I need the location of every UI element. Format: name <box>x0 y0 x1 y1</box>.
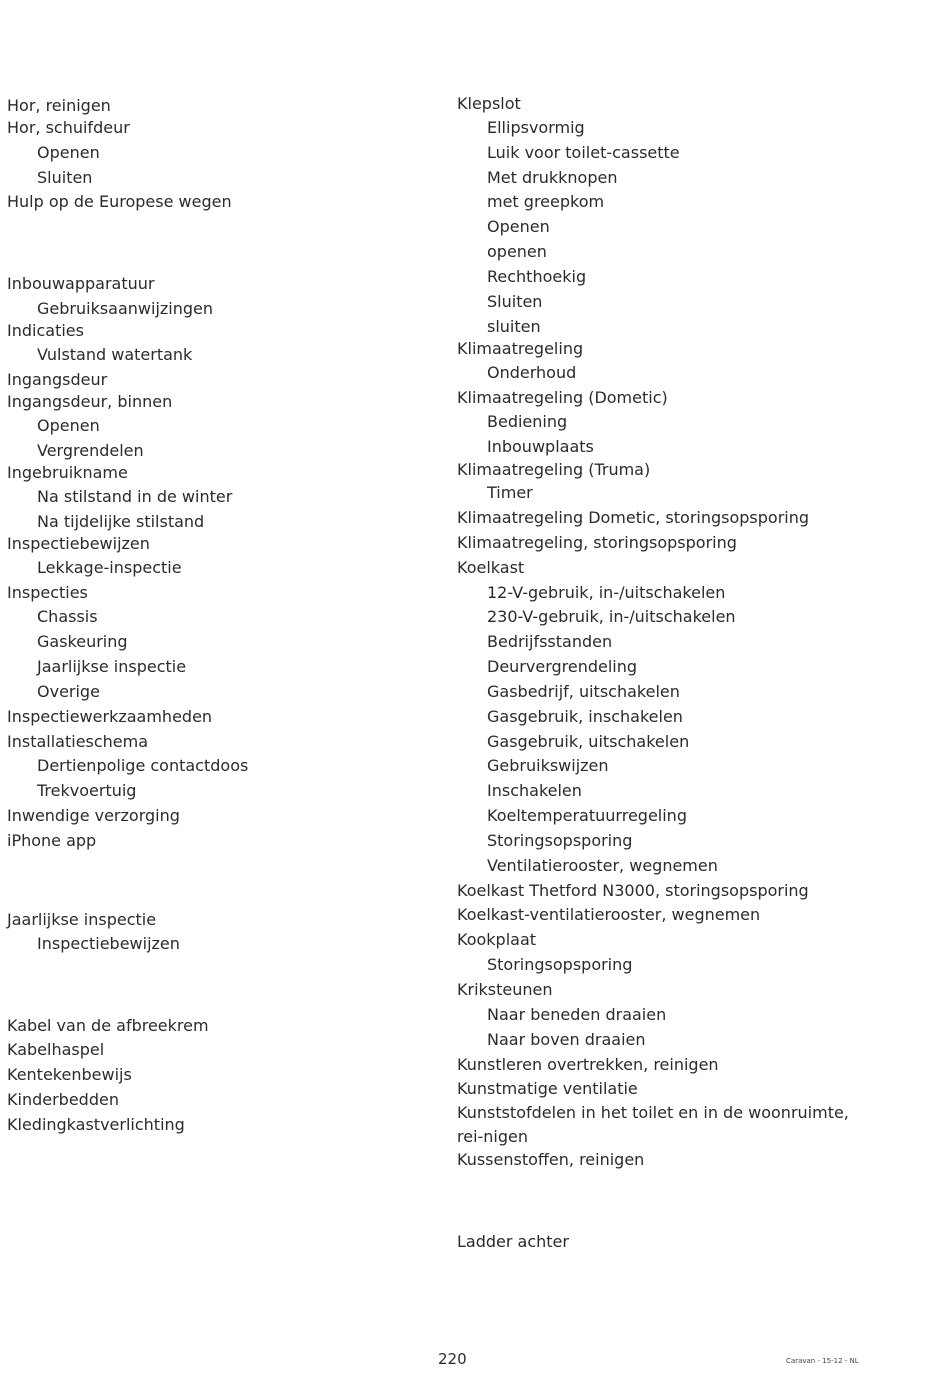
index-entry: Kunstmatige ventilatie <box>457 1079 638 1098</box>
index-entry: Inwendige verzorging <box>7 806 180 825</box>
index-subentry: Vulstand watertank <box>37 345 193 364</box>
index-entry: iPhone app <box>7 831 97 850</box>
index-entry: Klimaatregeling <box>457 339 584 358</box>
index-entry-wrapped: Kunststofdelen in het toilet en in de woonruimte, rei-nigen <box>457 1103 849 1146</box>
index-subentry: Gasbedrijf, uitschakelen <box>487 682 680 701</box>
index-subentry: Openen <box>37 416 100 435</box>
index-subentry: Storingsopsporing <box>487 955 633 974</box>
document-id: Caravan - 15-12 - NL <box>786 1357 859 1365</box>
index-subentry: met greepkom <box>487 192 605 211</box>
index-subentry: Jaarlijkse inspectie <box>37 657 187 676</box>
index-entry: Indicaties <box>7 321 84 340</box>
index-subentry: Vergrendelen <box>37 441 144 460</box>
index-subentry: Trekvoertuig <box>37 781 137 800</box>
index-subentry: Gasgebruik, inschakelen <box>487 707 683 726</box>
index-subentry: Na tijdelijke stilstand <box>37 512 205 531</box>
index-subentry: sluiten <box>487 317 541 336</box>
index-entry: Klepslot <box>457 94 521 113</box>
index-subentry: Gaskeuring <box>37 632 128 651</box>
index-subentry: Chassis <box>37 607 98 626</box>
index-entry: Klimaatregeling Dometic, storingsopsporing <box>457 508 810 527</box>
index-entry: Inspecties <box>7 583 88 602</box>
index-subentry: Onderhoud <box>487 363 577 382</box>
index-subentry: Inspectiebewijzen <box>37 934 180 953</box>
index-subentry: Gebruiksaanwijzingen <box>37 299 214 318</box>
index-subentry: Bedrijfsstanden <box>487 632 613 651</box>
index-entry: Ingangsdeur <box>7 370 108 389</box>
index-entry: Klimaatregeling (Truma) <box>457 460 651 479</box>
index-subentry: Overige <box>37 682 100 701</box>
index-entry: Kabelhaspel <box>7 1040 105 1059</box>
index-entry: Hor, schuifdeur <box>7 118 130 137</box>
index-entry: Hulp op de Europese wegen <box>7 192 232 211</box>
index-entry: Installatieschema <box>7 732 149 751</box>
index-entry: Inspectiewerkzaamheden <box>7 707 213 726</box>
index-subentry: Inschakelen <box>487 781 582 800</box>
index-entry: Kinderbedden <box>7 1090 119 1109</box>
index-entry: Kabel van de afbreekrem <box>7 1016 209 1035</box>
index-entry: Koelkast <box>457 558 525 577</box>
index-subentry: Koeltemperatuurregeling <box>487 806 687 825</box>
index-entry: Inbouwapparatuur <box>7 274 155 293</box>
index-subentry: Sluiten <box>37 168 93 187</box>
index-subentry: Inbouwplaats <box>487 437 594 456</box>
index-entry: Ladder achter <box>457 1232 569 1251</box>
index-subentry: Gasgebruik, uitschakelen <box>487 732 690 751</box>
index-subentry: Bediening <box>487 412 568 431</box>
index-subentry: Sluiten <box>487 292 543 311</box>
index-entry: Klimaatregeling, storingsopsporing <box>457 533 737 552</box>
index-entry: Kussenstoffen, reinigen <box>457 1150 645 1169</box>
index-subentry: Dertienpolige contactdoos <box>37 756 249 775</box>
index-subentry: Ellipsvormig <box>487 118 585 137</box>
index-entry: Kookplaat <box>457 930 537 949</box>
index-entry: Ingangsdeur, binnen <box>7 392 173 411</box>
index-subentry: Deurvergrendeling <box>487 657 638 676</box>
index-subentry: Rechthoekig <box>487 267 587 286</box>
page-number: 220 <box>438 1350 467 1368</box>
index-subentry: Gebruikswijzen <box>487 756 609 775</box>
index-entry: Jaarlijkse inspectie <box>7 910 157 929</box>
index-subentry: Lekkage-inspectie <box>37 558 182 577</box>
index-entry: Kunstleren overtrekken, reinigen <box>457 1055 719 1074</box>
index-entry: Klimaatregeling (Dometic) <box>457 388 668 407</box>
index-entry: Kentekenbewijs <box>7 1065 132 1084</box>
index-entry: Inspectiebewijzen <box>7 534 150 553</box>
index-subentry: Luik voor toilet-cassette <box>487 143 680 162</box>
index-subentry: openen <box>487 242 547 261</box>
index-subentry: Naar boven draaien <box>487 1030 646 1049</box>
index-subentry: 230-V-gebruik, in-/uitschakelen <box>487 607 736 626</box>
index-subentry: Openen <box>487 217 550 236</box>
index-subentry: Openen <box>37 143 100 162</box>
index-entry: Hor, reinigen <box>7 96 111 115</box>
index-subentry: Storingsopsporing <box>487 831 633 850</box>
index-subentry: Naar beneden draaien <box>487 1005 667 1024</box>
index-subentry: 12-V-gebruik, in-/uitschakelen <box>487 583 726 602</box>
index-subentry: Ventilatierooster, wegnemen <box>487 856 718 875</box>
index-entry: Kriksteunen <box>457 980 553 999</box>
index-subentry: Na stilstand in de winter <box>37 487 233 506</box>
index-entry: Kledingkastverlichting <box>7 1115 185 1134</box>
index-subentry: Met drukknopen <box>487 168 618 187</box>
index-entry: Ingebruikname <box>7 463 128 482</box>
index-entry: Koelkast Thetford N3000, storingsopsporing <box>457 881 809 900</box>
index-subentry: Timer <box>487 483 533 502</box>
index-entry: Koelkast-ventilatierooster, wegnemen <box>457 905 761 924</box>
